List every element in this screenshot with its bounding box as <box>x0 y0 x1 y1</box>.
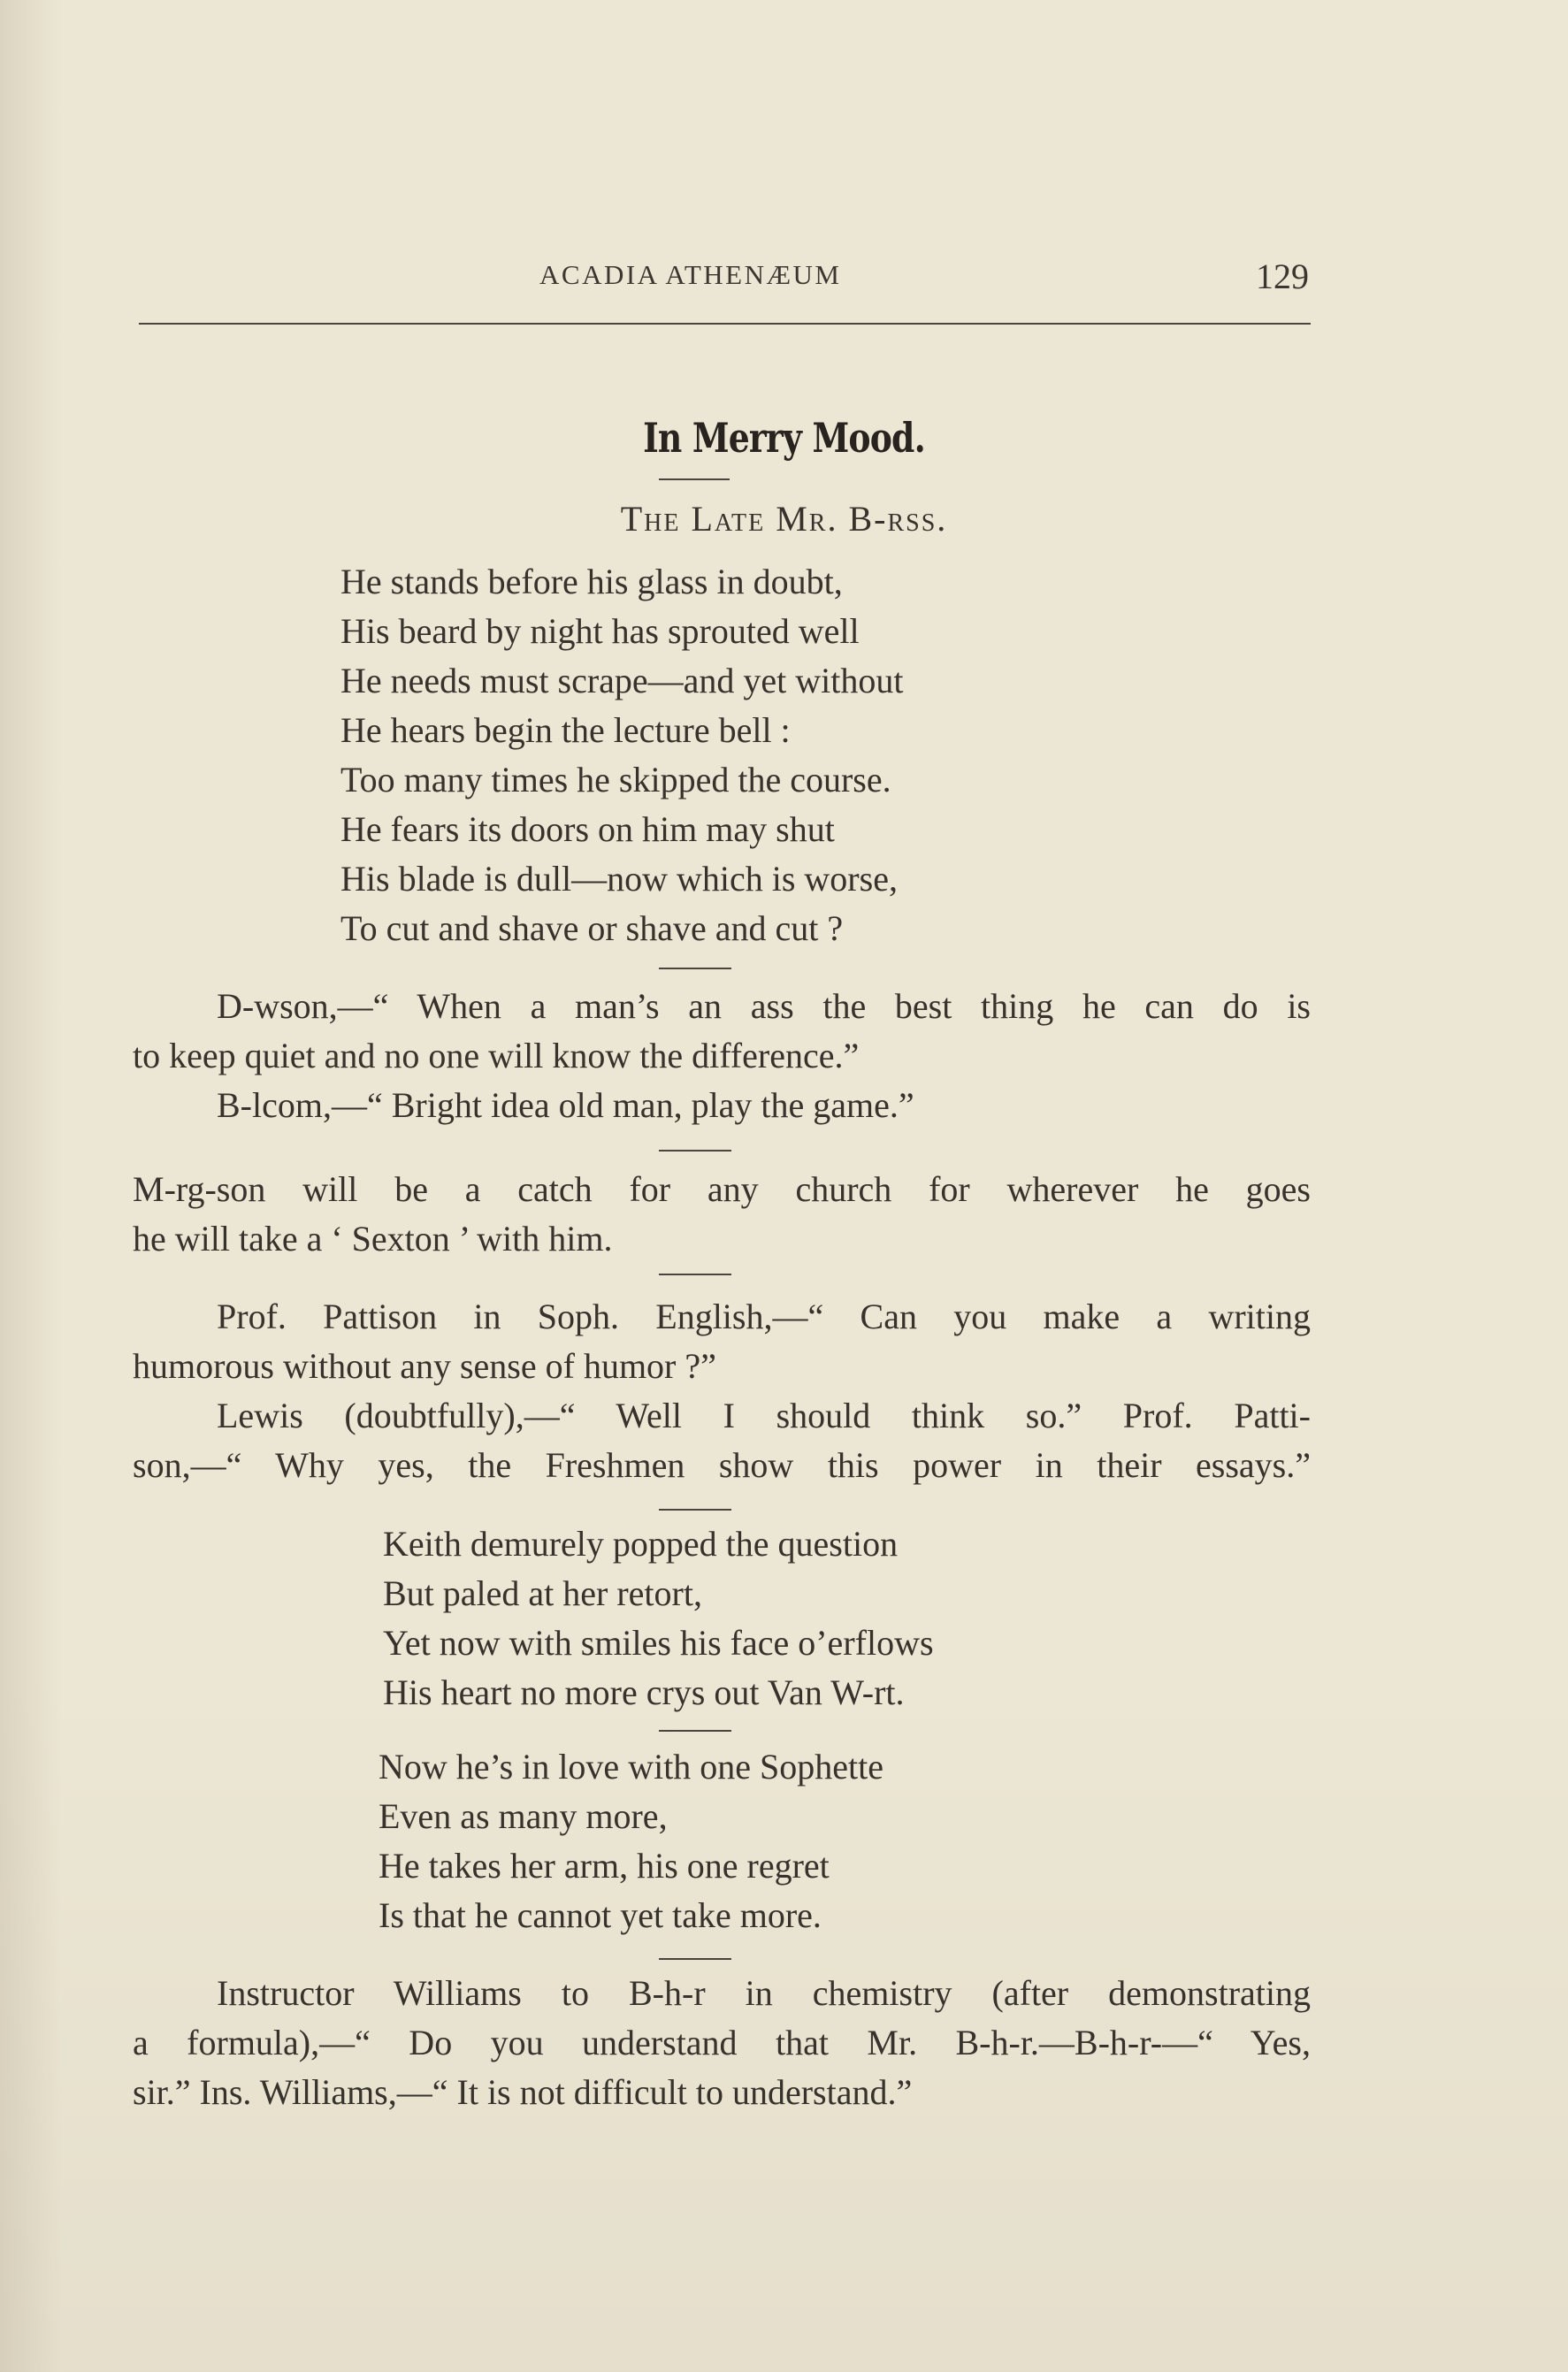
poem-title: The Late Mr. B-rss. <box>620 499 948 539</box>
poem-line: Is that he cannot yet take more. <box>379 1895 822 1935</box>
text-line: a formula),—“ Do you understand that Mr. B-h-r.—B-h-r-—“ Yes, <box>133 2023 1311 2062</box>
poem-line: He stands before his glass in doubt, <box>340 562 843 601</box>
poem-line: Keith demurely popped the question <box>383 1524 899 1564</box>
journal-title: ACADIA ATHENÆUM <box>539 259 842 290</box>
separator-rule <box>659 1730 731 1732</box>
separator-rule <box>659 1274 731 1275</box>
poem-line: He needs must scrape—and yet without <box>340 661 904 700</box>
poem-line: Now he’s in love with one Sophette <box>379 1747 884 1787</box>
text-line: he will take a ‘ Sexton ’ with him. <box>133 1219 613 1259</box>
text-line: Instructor Williams to B-h-r in chemistry (after demonstrating <box>217 1973 1311 2013</box>
poem-line: His blade is dull—now which is worse, <box>340 859 898 899</box>
text-line: to keep quiet and no one will know the difference.” <box>133 1036 860 1075</box>
running-head <box>142 256 1309 307</box>
poem-line: He fears its doors on him may shut <box>340 809 835 849</box>
header-rule <box>139 323 1311 325</box>
poem-line: He takes her arm, his one regret <box>379 1846 830 1886</box>
poem-line: His heart no more crys out Van W-rt. <box>383 1672 905 1712</box>
poem-line: Even as many more, <box>379 1796 668 1836</box>
page-number: 129 <box>1256 256 1309 296</box>
separator-rule <box>659 1958 731 1960</box>
text-line: M-rg-son will be a catch for any church for wherever he goes <box>133 1169 1311 1209</box>
poem-line: But paled at her retort, <box>383 1573 702 1613</box>
text-line: D-wson,—“ When a man’s an ass the best thing he can do is <box>217 986 1311 1026</box>
poem-sophette <box>379 1742 883 1940</box>
joke-williams <box>133 1969 1311 2117</box>
text-line: sir.” Ins. Williams,—“ It is not difficult to understand.” <box>133 2072 913 2112</box>
title-rule <box>659 478 730 480</box>
joke-dwson <box>133 982 1311 1130</box>
poem-line: Too many times he skipped the course. <box>340 760 891 800</box>
separator-rule <box>659 968 731 969</box>
separator-rule <box>659 1509 731 1511</box>
poem-line: Yet now with smiles his face o’erflows <box>383 1623 934 1663</box>
separator-rule <box>659 1150 731 1152</box>
text-line: B-lcom,—“ Bright idea old man, play the game.” <box>217 1085 914 1125</box>
poem-keith <box>383 1519 934 1718</box>
section-title: In Merry Mood. <box>643 414 925 462</box>
text-line: Lewis (doubtfully),—“ Well I should think so.” Prof. Patti- <box>217 1396 1311 1435</box>
joke-pattison <box>133 1292 1311 1490</box>
joke-mrgson <box>133 1165 1311 1264</box>
text-line: Prof. Pattison in Soph. English,—“ Can you make a writing <box>217 1297 1311 1336</box>
text-line: son,—“ Why yes, the Freshmen show this power in their essays.” <box>133 1445 1311 1485</box>
poem-line: His beard by night has sprouted well <box>340 611 860 651</box>
text-line: humorous without any sense of humor ?” <box>133 1346 716 1386</box>
poem-line: He hears begin the lecture bell : <box>340 710 791 750</box>
poem-line: To cut and shave or shave and cut ? <box>340 908 844 948</box>
poem-late-mr-brss <box>340 557 904 953</box>
